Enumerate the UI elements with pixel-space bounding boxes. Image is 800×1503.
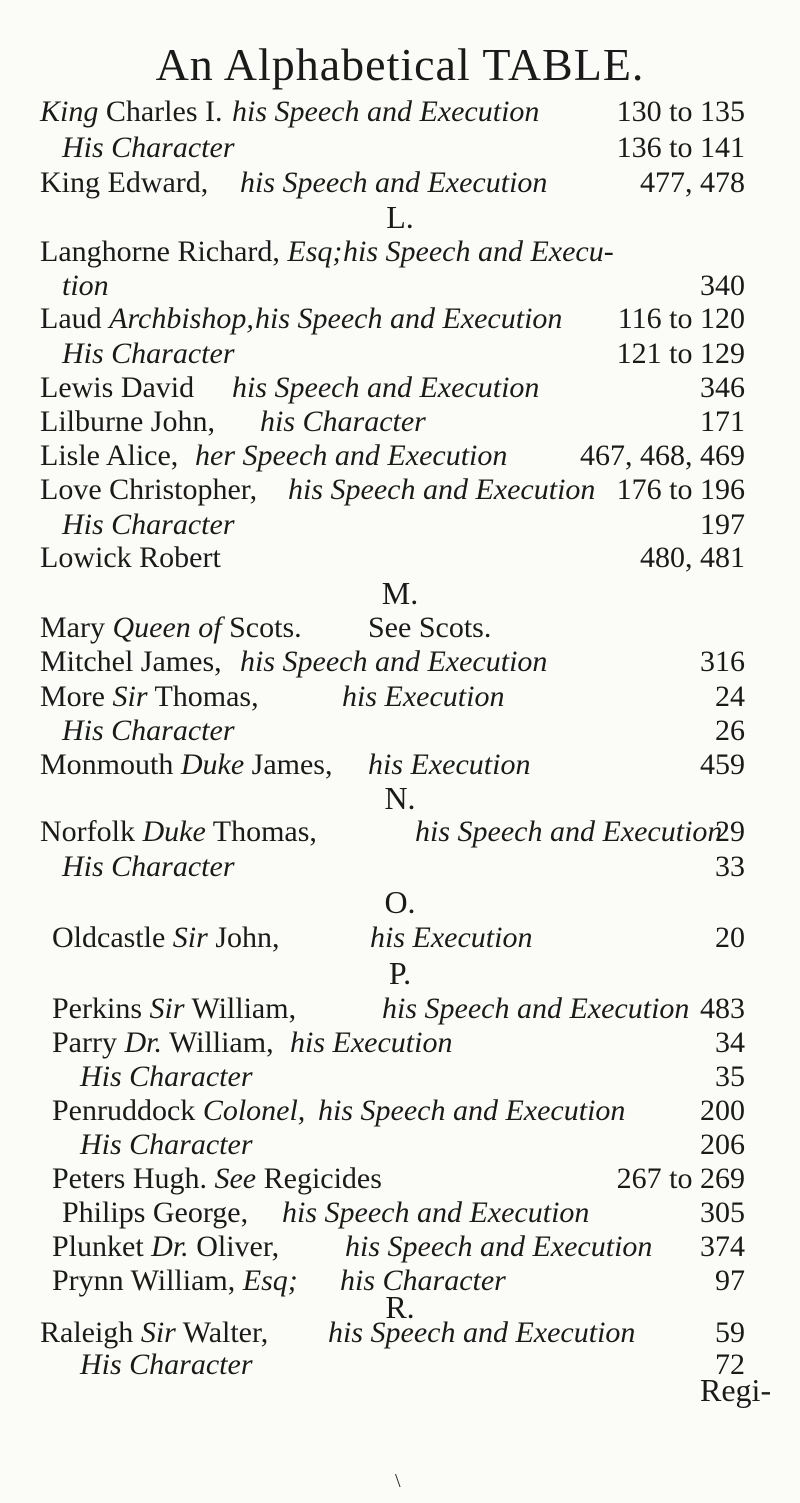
entry-pages: 467, 468, 469 <box>580 439 745 472</box>
entry-pages: 171 <box>700 405 745 438</box>
entry-name-rest: Oliver, <box>188 1230 280 1263</box>
entry-pages: 35 <box>715 1060 745 1093</box>
entry-description: his Speech and Execution <box>328 1316 636 1349</box>
entry-name-rest: William, <box>184 992 297 1025</box>
entry-description: his Speech and Execution <box>240 166 548 199</box>
index-entry <box>0 1345 800 1385</box>
entry-description: His Character <box>80 1348 253 1381</box>
entry-name-rest: Thomas, <box>147 680 259 713</box>
entry-description: his Speech and Execution <box>232 371 540 404</box>
section-letter: P. <box>388 955 412 991</box>
entry-pages: 59 <box>715 1316 745 1349</box>
entry-name: Love Christopher, <box>40 473 258 506</box>
section-letter: O. <box>384 884 416 920</box>
entry-pages: 200 <box>700 1094 745 1127</box>
entry-pages: 483 <box>700 992 745 1025</box>
index-entry <box>0 299 800 339</box>
entry-description: his Execution <box>290 1026 453 1059</box>
entry-pages: 267 to 269 <box>616 1162 745 1195</box>
entry-description: his Speech and Execution <box>255 302 563 335</box>
entry-title: Dr. <box>124 1026 162 1059</box>
entry-title: See <box>214 1162 257 1195</box>
entry-description: his Speech and Execution <box>382 992 690 1025</box>
entry-title: Esq; <box>242 1264 298 1297</box>
entry-name: Charles I. <box>105 95 223 128</box>
entry-pages: 121 to 129 <box>616 337 745 370</box>
entry-description: his Speech and Execu- <box>343 235 614 268</box>
entry-pages: 480, 481 <box>640 541 745 574</box>
entry-description: his Speech and Execution <box>415 815 723 848</box>
section-letter: L. <box>386 199 414 235</box>
entry-name: Raleigh <box>40 1316 134 1349</box>
entry-name-rest: James, <box>244 748 333 781</box>
entry-description: His Character <box>62 131 235 164</box>
index-entry <box>0 92 800 132</box>
entry-description: his Execution <box>342 680 505 713</box>
entry-title: Dr. <box>151 1230 189 1263</box>
entry-pages: 305 <box>700 1196 745 1229</box>
entry-name: Philips George, <box>62 1196 249 1229</box>
entry-description: His Character <box>80 1128 253 1161</box>
entry-title: Colonel, <box>202 1094 306 1127</box>
entry-title: Sir <box>140 1316 176 1349</box>
entry-cross-reference: See Scots. <box>368 611 492 644</box>
index-entry <box>0 642 800 682</box>
entry-description: his Speech and Execution <box>282 1196 590 1229</box>
entry-description: His Character <box>62 714 235 747</box>
entry-pages: 346 <box>700 371 745 404</box>
entry-pages: 316 <box>700 645 745 678</box>
entry-name: More <box>40 680 105 713</box>
page-title: An Alphabetical TABLE. <box>155 39 645 90</box>
entry-name: Lisle Alice, <box>40 439 179 472</box>
entry-name: Lilburne John, <box>40 405 215 438</box>
entry-pages: 176 to 196 <box>616 473 745 506</box>
entry-description: His Character <box>62 337 235 370</box>
entry-description: His Character <box>80 1060 253 1093</box>
entry-name: Monmouth <box>40 748 174 781</box>
entry-name: Langhorne Richard, <box>40 235 280 268</box>
entry-pages: 20 <box>715 921 745 954</box>
entry-pages: 72 <box>715 1348 745 1381</box>
entry-name-rest: John, <box>207 921 280 954</box>
entry-description: his Speech and Execution <box>345 1230 653 1263</box>
entry-pages: 24 <box>715 680 745 713</box>
entry-title: Sir <box>149 992 185 1025</box>
entry-title: Sir <box>112 680 148 713</box>
entry-name: Laud <box>40 302 102 335</box>
entry-pages: 340 <box>700 269 745 302</box>
section-letter: M. <box>381 575 419 611</box>
entry-description: his Speech and Execution <box>240 645 548 678</box>
entry-title: Esq; <box>287 235 343 268</box>
index-entry <box>0 538 800 578</box>
index-entry <box>0 812 800 852</box>
entry-name: Perkins <box>52 992 142 1025</box>
entry-pages: 97 <box>715 1264 745 1297</box>
entry-name: Oldcastle <box>52 921 166 954</box>
entry-name: Parry <box>52 1026 117 1059</box>
entry-description: her Speech and Execution <box>195 439 508 472</box>
section-letter: N. <box>384 780 416 816</box>
entry-pages: 34 <box>715 1026 745 1059</box>
entry-title: Duke <box>142 815 206 848</box>
entry-name-rest: Thomas, <box>205 815 317 848</box>
entry-title: Sir <box>172 921 208 954</box>
entry-pages: 206 <box>700 1128 745 1161</box>
entry-name: Mary <box>40 611 105 644</box>
entry-name-rest: William, <box>162 1026 274 1059</box>
entry-pages: 477, 478 <box>640 166 745 199</box>
entry-name: Prynn William, <box>52 1264 236 1297</box>
catchword: Regi- <box>700 1372 772 1408</box>
entry-name: Mitchel James, <box>40 645 222 678</box>
entry-description: his Speech and Execution <box>232 95 540 128</box>
entry-description: his Speech and Execution <box>288 473 596 506</box>
entry-name-rest: Walter, <box>175 1316 269 1349</box>
entry-title: Archbishop, <box>109 302 254 335</box>
entry-name: Lowick Robert <box>40 541 221 574</box>
entry-name: King Edward, <box>40 166 209 199</box>
entry-pages: 26 <box>715 714 745 747</box>
entry-name: Lewis David <box>40 371 195 404</box>
entry-pages: 29 <box>715 815 745 848</box>
entry-name: Plunket <box>52 1230 144 1263</box>
entry-description: His Character <box>62 508 235 541</box>
entry-description: his Speech and Execution <box>318 1094 626 1127</box>
index-entry <box>0 918 800 958</box>
entry-description: His Character <box>62 850 235 883</box>
entry-name: Penruddock <box>52 1094 196 1127</box>
entry-title: Duke <box>180 748 245 781</box>
index-entry <box>0 847 800 887</box>
entry-pages: 33 <box>715 850 745 883</box>
entry-pages: 130 to 135 <box>616 95 745 128</box>
entry-description: his Execution <box>370 921 533 954</box>
section-letter: R. <box>385 1289 415 1325</box>
entry-name: Norfolk <box>40 815 135 848</box>
entry-name-rest: Regicides <box>256 1162 382 1195</box>
entry-name-rest: Scots. <box>221 611 302 644</box>
index-entry <box>0 128 800 168</box>
entry-pages: 197 <box>700 508 745 541</box>
entry-pages: 459 <box>700 748 745 781</box>
entry-description: tion <box>62 269 109 302</box>
entry-name: Peters Hugh. <box>52 1162 207 1195</box>
index-entry <box>0 470 800 510</box>
entry-title: Queen of <box>112 611 222 644</box>
entry-pages: 116 to 120 <box>617 302 745 335</box>
entry-description: his Execution <box>368 748 531 781</box>
entry-description: his Character <box>260 405 426 438</box>
margin-mark: \ <box>395 1470 401 1492</box>
entry-pages: 136 to 141 <box>616 131 745 164</box>
entry-description: his Character <box>340 1264 506 1297</box>
entry-title: King <box>40 95 106 128</box>
entry-pages: 374 <box>700 1230 745 1263</box>
